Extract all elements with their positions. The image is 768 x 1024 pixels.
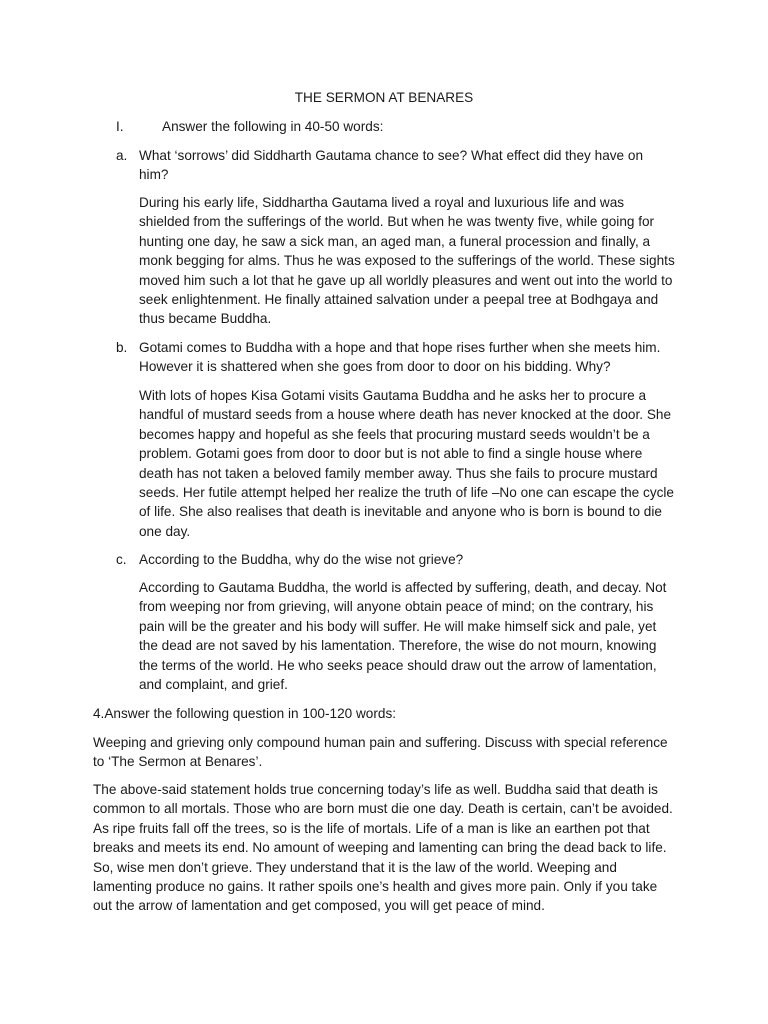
question-marker: b. [116, 340, 128, 355]
question-c [116, 550, 676, 569]
question-marker: a. [116, 148, 128, 163]
section-4-answer: The above-said statement holds true concerning today’s life as well. Buddha said that death is common to all mortals. Those who are born must die one day. Death is certain, can’t be avoided. As ripe fruits fall off the trees, so is the life of mortals. Life of a man is like an earthen pot that breaks and meets its end. No amount of weeping and lamenting can bring the dead back to life. So, wise men don’t grieve. They understand that it is the law of the world. Weeping and lamenting produce no gains. It rather spoils one’s health and gives more pain. Only if you take out the arrow of lamentation and get composed, you will get peace of mind. [93, 782, 673, 914]
section-4-question: Weeping and grieving only compound human pain and suffering. Discuss with special reference to ‘The Sermon at Benares’. [93, 735, 668, 770]
answer-c: According to Gautama Buddha, the world is affected by suffering, death, and decay. Not from weeping nor from grieving, will anyone obtain peace of mind; on the contrary, his pain will be the greater and his body will suffer. He will make himself sick and pale, yet the dead are not saved by his lamentation. Therefore, the wise do not mourn, knowing the terms of the world. He who seeks peace should draw out the arrow of lamentation, and complaint, and grief. [139, 580, 667, 693]
question-a [116, 146, 676, 185]
section-instruction [116, 117, 383, 136]
question-text: Gotami comes to Buddha with a hope and that hope rises further when she meets him. However it is shattered when she goes from door to door on his bidding. Why? [139, 340, 661, 375]
question-text: What ‘sorrows’ did Siddharth Gautama chance to see? What effect did they have on him? [139, 148, 644, 183]
answer-a: During his early life, Siddhartha Gautama lived a royal and luxurious life and was shielded from the sufferings of the world. But when he was twenty five, while going for hunting one day, he saw a sick man, an aged man, a funeral procession and finally, a monk begging for alms. Thus he was exposed to the sufferings of the world. These sights moved him such a lot that he gave up all worldly pleasures and went out into the world to seek enlightenment. He finally attained salvation under a peepal tree at Bodhgaya and thus became Buddha. [139, 195, 675, 327]
question-b [116, 338, 676, 377]
section-instruction-text: Answer the following in 40-50 words: [162, 119, 384, 134]
answer-b: With lots of hopes Kisa Gotami visits Gautama Buddha and he asks her to procure a handful of mustard seeds from a house where death has never knocked at the door. She becomes happy and hopeful as she feels that procuring mustard seeds wouldn’t be a problem. Gotami goes from door to door but is not able to find a single house where death has not taken a beloved family member away. Thus she fails to procure mustard seeds. Her futile attempt helped her realize the truth of life –No one can escape the cycle of life. She also realises that death is inevitable and anyone who is born is bound to die one day. [139, 388, 674, 539]
question-marker: c. [116, 552, 127, 567]
question-text: According to the Buddha, why do the wise not grieve? [139, 552, 464, 567]
page-title: THE SERMON AT BENARES [294, 90, 474, 105]
section-4-heading: 4.Answer the following question in 100-120 words: [93, 706, 397, 721]
section-number: I. [116, 119, 124, 134]
